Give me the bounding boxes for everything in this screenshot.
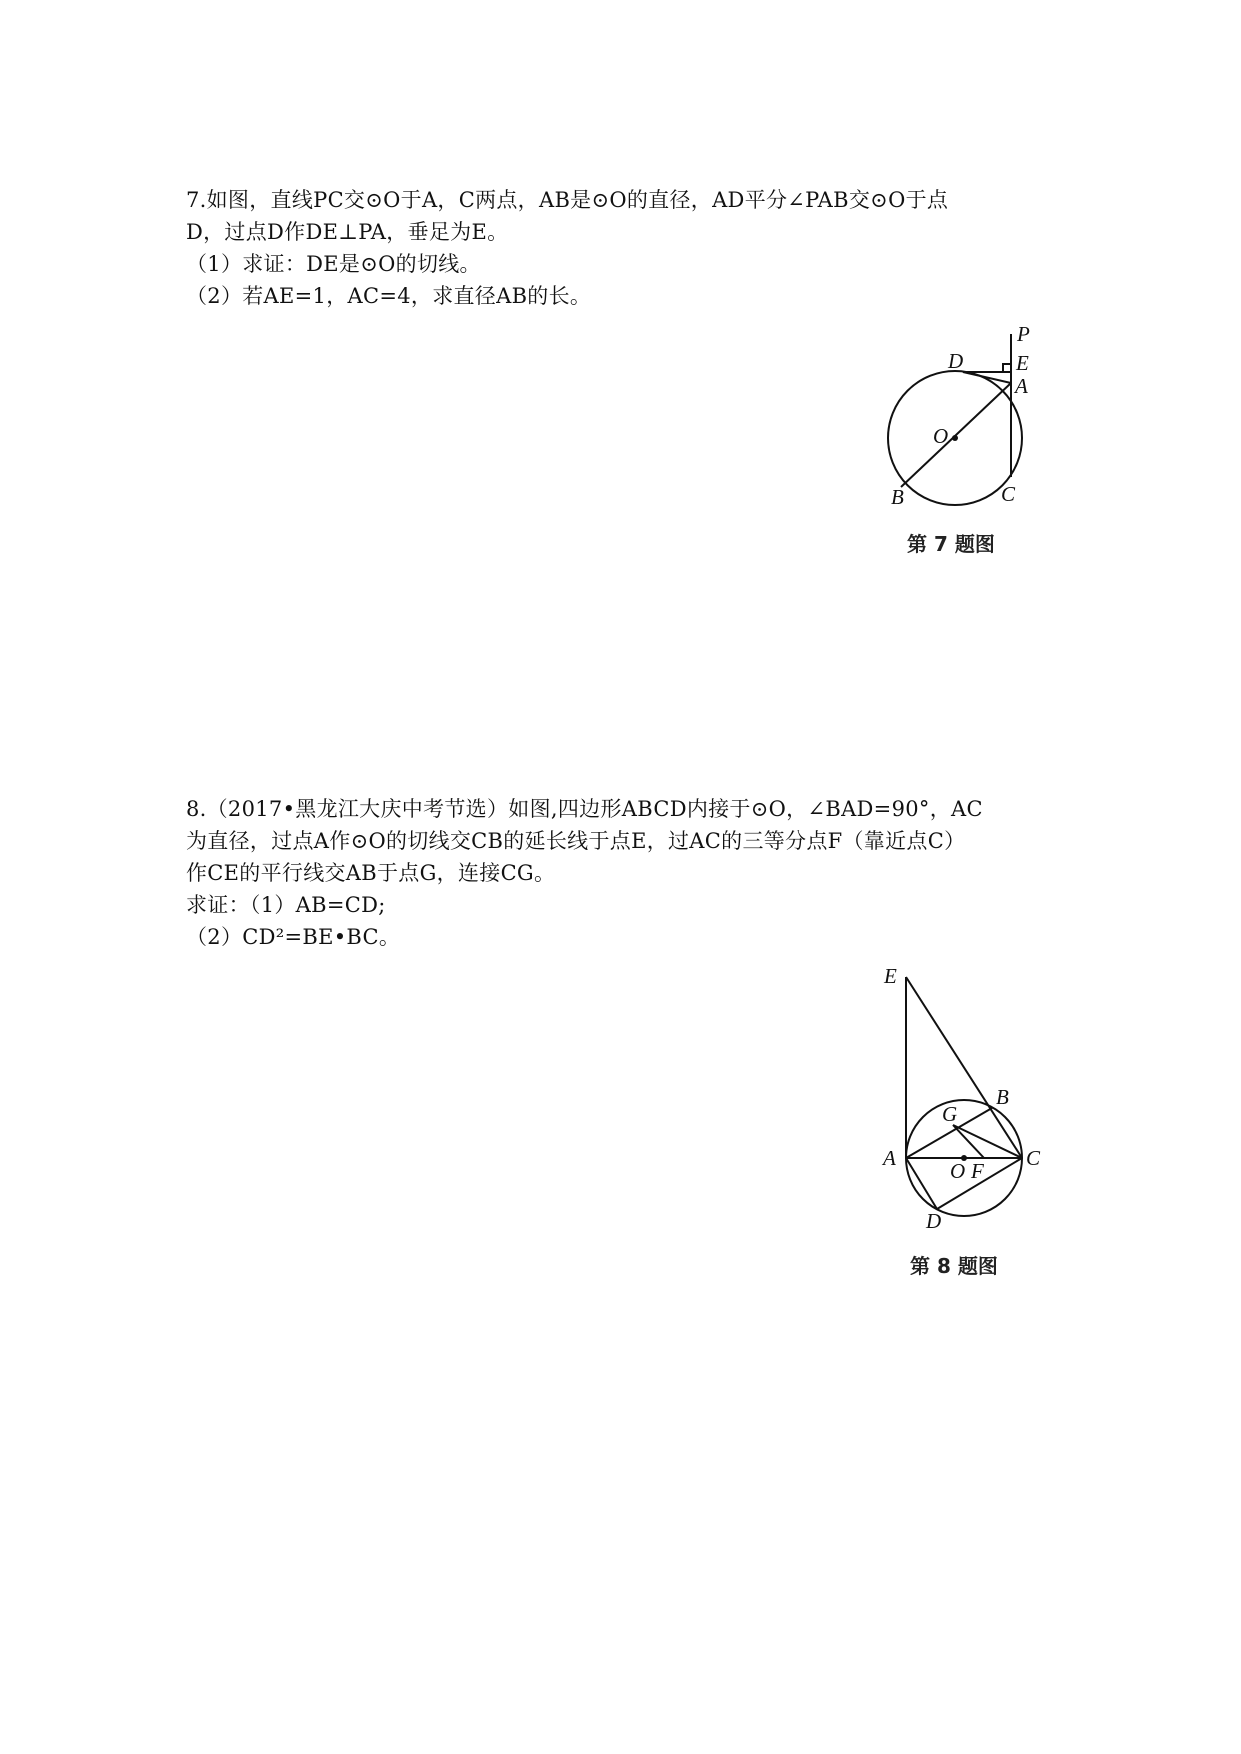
q7-line-2: D，过点D作DE⊥PA，垂足为E。 [186, 220, 509, 244]
q7-line-3: （1）求证：DE是⊙O的切线。 [186, 252, 481, 276]
q7-segment-ad [963, 372, 1011, 383]
q8-label-c: C [1026, 1146, 1041, 1170]
q7-label-o: O [933, 424, 949, 448]
q8-label-g: G [942, 1102, 958, 1126]
q7-diameter-ab [901, 383, 1011, 487]
q8-label-o: O [950, 1159, 966, 1183]
q8-diagram [868, 965, 1068, 1245]
q8-line-1: 8.（2017•黑龙江大庆中考节选）如图,四边形ABCD内接于⊙O，∠BAD=90°，AC [186, 797, 983, 821]
q8-label-f: F [971, 1159, 984, 1183]
q8-label-a: A [883, 1146, 896, 1170]
q8-line-3: 作CE的平行线交AB于点G，连接CG。 [186, 861, 556, 885]
q8-label-b: B [996, 1085, 1009, 1109]
q7-line-4: （2）若AE=1，AC=4，求直径AB的长。 [186, 284, 592, 308]
q7-right-angle-mark [1003, 364, 1011, 372]
q7-label-p: P [1017, 325, 1030, 346]
q8-caption: 第 8 题图 [910, 1254, 998, 1278]
q8-label-e: E [884, 965, 897, 988]
q8-label-d: D [926, 1209, 942, 1233]
q7-label-d: D [948, 349, 964, 373]
q8-line-5: （2）CD²=BE•BC。 [186, 925, 401, 949]
q7-label-b: B [891, 485, 904, 509]
q8-segment-ad [906, 1158, 937, 1209]
q8-figure [868, 965, 1068, 1245]
q7-figure [860, 325, 1060, 510]
q7-label-a: A [1015, 374, 1028, 398]
q8-segment-gf [953, 1125, 984, 1158]
q8-line-4: 求证：（1）AB=CD; [186, 893, 386, 917]
q7-line-1: 7.如图，直线PC交⊙O于A，C两点，AB是⊙O的直径，AD平分∠PAB交⊙O于点 [186, 188, 949, 212]
q7-center-dot [952, 435, 958, 441]
q7-label-c: C [1001, 482, 1016, 506]
q7-label-e: E [1016, 351, 1029, 375]
q7-diagram [860, 325, 1060, 510]
q7-caption: 第 7 题图 [907, 532, 995, 556]
q8-line-2: 为直径，过点A作⊙O的切线交CB的延长线于点E，过AC的三等分点F（靠近点C） [186, 829, 966, 853]
